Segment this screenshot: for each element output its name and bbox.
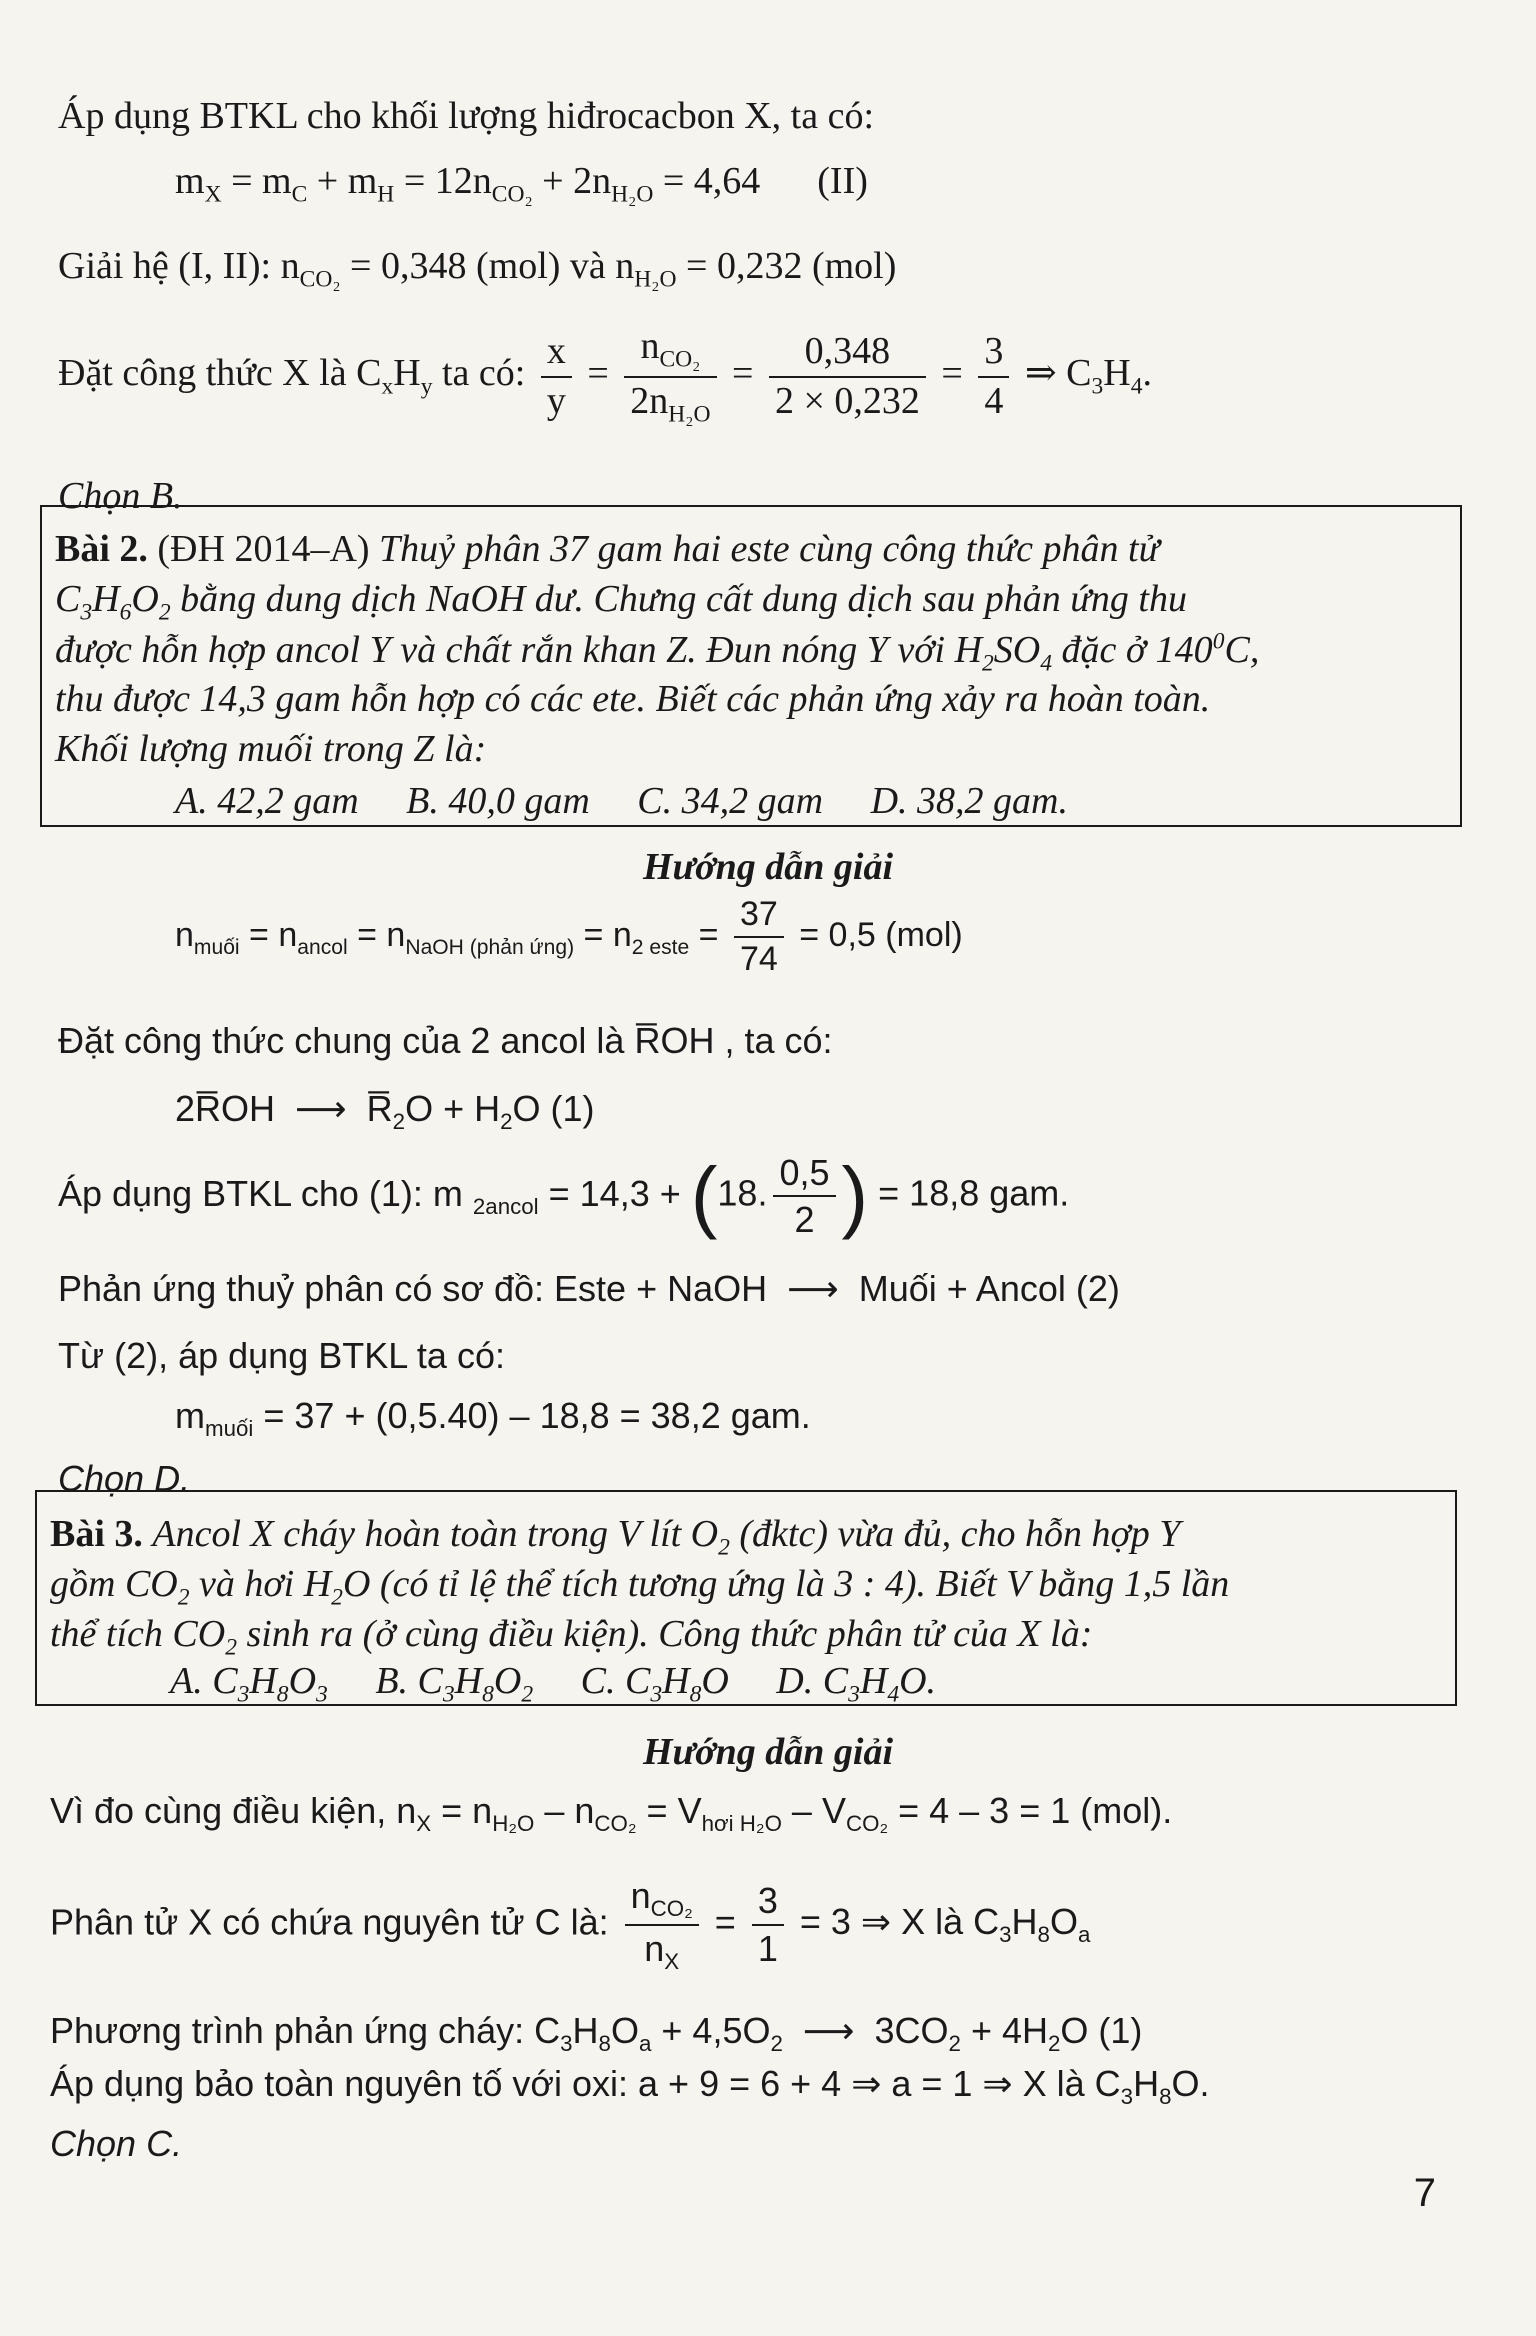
bai3-step1: Vì đo cùng điều kiện, $n_X = n_{H_2O} - n_{CO_2} = V_{hơi H_2O} - V_{CO_2} = 4 - 3 = 1$ (mol). [50,1790,1173,1837]
bai3-q3: thể tích $CO_2$ sinh ra (ở cùng điều kiện). Công thức phân tử của X là: [50,1613,1093,1661]
bai2-step3: 2R̅OH ⟶ $R̅_2O + H_2O$ (1) [175,1088,595,1135]
sec1-choose: Chọn B. [58,475,183,517]
fraction: $\frac{0,348}{2 \times 0,232}$ [769,330,926,423]
bai3-step3: Phương trình phản ứng cháy: $C_3H_8O_a + 4,5O_2$ ⟶ $3CO_2 + 4H_2O$ (1) [50,2010,1143,2057]
bai3-q1: Bài 3. Ancol X cháy hoàn toàn trong V lít $O_2$ (đktc) vừa đủ, cho hỗn hợp Y [50,1513,1181,1561]
bai2-step6: Từ (2), áp dụng BTKL ta có: [58,1335,505,1376]
bai2-step4: Áp dụng BTKL cho (1): m $_{2ancol}$ = 14,3 + (18. $\frac{0,5}{2}$ ) = 18,8 gam. [58,1151,1070,1240]
page-number: 7 [1413,2171,1436,2215]
bai2-step7: $m_{muối} = 37 + (0,5.40) - 18,8 = 38,2$ gam. [175,1395,811,1442]
bai2-label: Bài 2. [55,528,148,570]
bai2-step2: Đặt công thức chung của 2 ancol là R̅OH , ta có: [58,1020,833,1061]
sec1-line1: Áp dụng BTKL cho khối lượng hiđrocacbon X, ta có: [58,95,875,137]
fraction: $\frac{37}{74}$ [734,895,784,979]
fraction: $\frac{0,5}{2}$ [773,1152,835,1241]
sec1-line2: $m_X = m_C + m_H = 12n_{CO_2} + 2n_{H_2O} = 4,64$ (II) [175,160,868,208]
fraction: $\frac{3}{1}$ [752,1880,784,1969]
bai3-guide-heading: Hướng dẫn giải [642,1731,894,1773]
bai2-q5: Khối lượng muối trong Z là: [55,728,487,770]
sec1-line3: Giải hệ (I, II): $n_{CO_2} = 0,348$ (mol) và $n_{H_2O} = 0,232$ (mol) [58,245,897,293]
bai2-choose: Chọn D. [58,1458,191,1499]
fraction: $\frac{x}{y}$ [541,330,572,423]
fraction: $\frac{3}{4}$ [978,330,1009,423]
bai3-step2: Phân tử X có chứa nguyên tử C là: $\frac{n_{CO_2}}{n_X}$ = $\frac{3}{1}$ = 3 ⇒ X là $C_3H_8O_a$ [50,1875,1091,1975]
bai2-step1: $n_{muối} = n_{ancol} = n_{NaOH (phản ứng)} = n_{2 este}$ = $\frac{37}{74}$ = 0,5 (mol) [175,895,963,979]
bai2-options: A. 42,2 gam B. 40,0 gam C. 34,2 gam D. 38,2 gam. [175,780,1068,822]
bai3-label: Bài 3. [50,1513,143,1555]
bai2-guide-heading: Hướng dẫn giải [642,846,894,888]
bai2-step5: Phản ứng thuỷ phân có sơ đồ: Este + NaOH ⟶ Muối + Ancol (2) [58,1268,1120,1309]
bai2-q3: được hỗn hợp ancol Y và chất rắn khan Z. Đun nóng Y với $H_2SO_4$ đặc ở $140^0C$, [55,628,1260,677]
sec1-formula-post: ⇒ $C_3H_4$. [1024,352,1153,400]
bai2-q4: thu được 14,3 gam hỗn hợp có các ete. Biết các phản ứng xảy ra hoàn toàn. [55,678,1211,720]
bai2-q1: Bài 2. (ĐH 2014–A) Thuỷ phân 37 gam hai este cùng công thức phân tử [55,528,1160,570]
bai3-step4: Áp dụng bảo toàn nguyên tố với oxi: a + 9 = 6 + 4 ⇒ a = 1 ⇒ X là $C_3H_8O$. [50,2063,1210,2110]
fraction: $\frac{n_{CO_2}}{2n_{H_2O}}$ [624,325,716,428]
sec1-formula-pre: Đặt công thức X là $C_xH_y$ ta có: [58,352,526,400]
bai3-options: A. $C_3H_8O_3$ B. $C_3H_8O_2$ C. $C_3H_8O$ D. $C_3H_4O$. [170,1660,937,1708]
bai3-q2: gồm $CO_2$ và hơi $H_2O$ (có tỉ lệ thể tích tương ứng là 3 : 4). Biết V bằng 1,5 lần [50,1563,1230,1611]
bai2-q2: $C_3H_6O_2$ bằng dung dịch NaOH dư. Chưng cất dung dịch sau phản ứng thu [55,578,1187,626]
sec1-formula: Đặt công thức X là $C_xH_y$ ta có: $\frac{x}{y}$ = $\frac{n_{CO_2}}{2n_{H_2O}}$ = $\frac{0,348}{2 \times 0,232}$ = $\frac{3}{4}$ ⇒ $C_3H_4$. [58,325,1153,428]
fraction: $\frac{n_{CO_2}}{n_X}$ [625,1875,699,1975]
bai3-choose: Chọn C. [50,2123,183,2164]
